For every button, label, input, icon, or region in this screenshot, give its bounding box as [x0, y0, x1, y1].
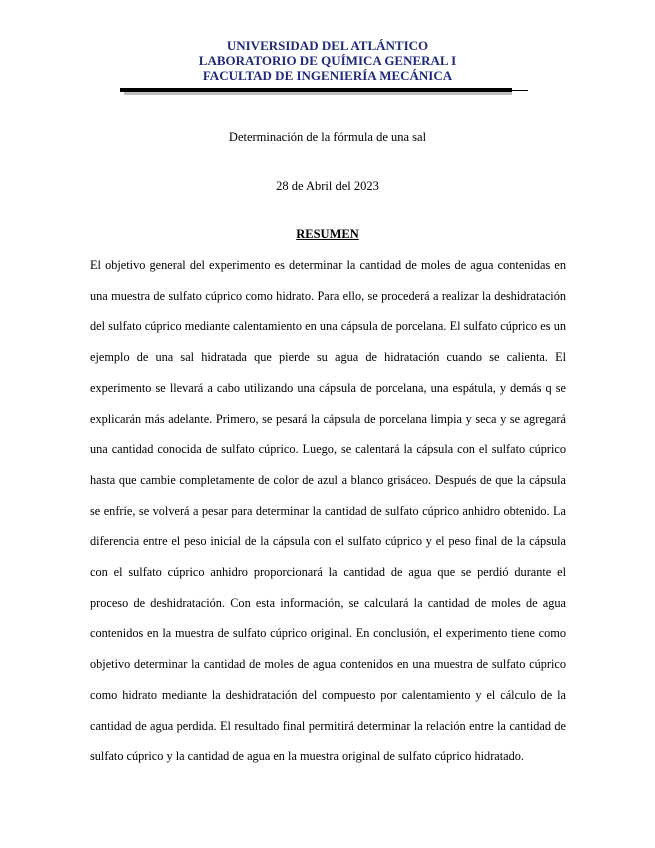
- header-divider-shadow: [124, 92, 512, 95]
- section-heading-resumen: RESUMEN: [296, 227, 359, 241]
- abstract-paragraph: El objetivo general del experimento es determinar la cantidad de moles de agua contenidas en una muestra de sulfato cúprico como hidrato. Para ello, se procederá a realizar la deshidratación del sulfato cúprico mediante calentamiento en una cápsula de porcelana. El sulfato cúprico es un ejemplo de una sal hidratada que pierde su agua de hidratación cuando se calienta. El experimento se llevará a cabo utilizando una cápsula de porcelana, una espátula, y demás q se explicarán más adelante. Primero, se pesará la cápsula de porcelana limpia y seca y se agregará una cantidad conocida de sulfato cúprico. Luego, se calentará la cápsula con el sulfato cúprico hasta que cambie completamente de color de azul a blanco grisáceo. Después de que la cápsula se enfríe, se volverá a pesar para determinar la cantidad de sulfato cúprico anhidro obtenido. La diferencia entre el peso inicial de la cápsula con el sulfato cúprico y el peso final de la cápsula con el sulfato cúprico anhidro proporcionará la cantidad de agua que se perdió durante el proceso de deshidratación. Con esta información, se calculará la cantidad de moles de agua contenidos en la muestra de sulfato cúprico original. En conclusión, el experimento tiene como objetivo determinar la cantidad de moles de agua contenidos en una muestra de sulfato cúprico como hidrato mediante la deshidratación del compuesto por calentamiento y el cálculo de la cantidad de agua perdida. El resultado final permitirá determinar la relación entre la cantidad de sulfato cúprico y la cantidad de agua en la muestra original de sulfato cúprico hidratado.: [90, 258, 566, 764]
- university-header: [0, 38, 655, 83]
- header-divider-tail: [512, 90, 528, 91]
- header-laboratory: LABORATORIO DE QUÍMICA GENERAL I: [198, 53, 457, 68]
- header-university: UNIVERSIDAD DEL ATLÁNTICO: [226, 38, 429, 53]
- header-faculty: FACULTAD DE INGENIERÍA MECÁNICA: [202, 68, 453, 83]
- document-title: Determinación de la fórmula de una sal: [228, 130, 427, 144]
- document-date: 28 de Abril del 2023: [276, 179, 379, 193]
